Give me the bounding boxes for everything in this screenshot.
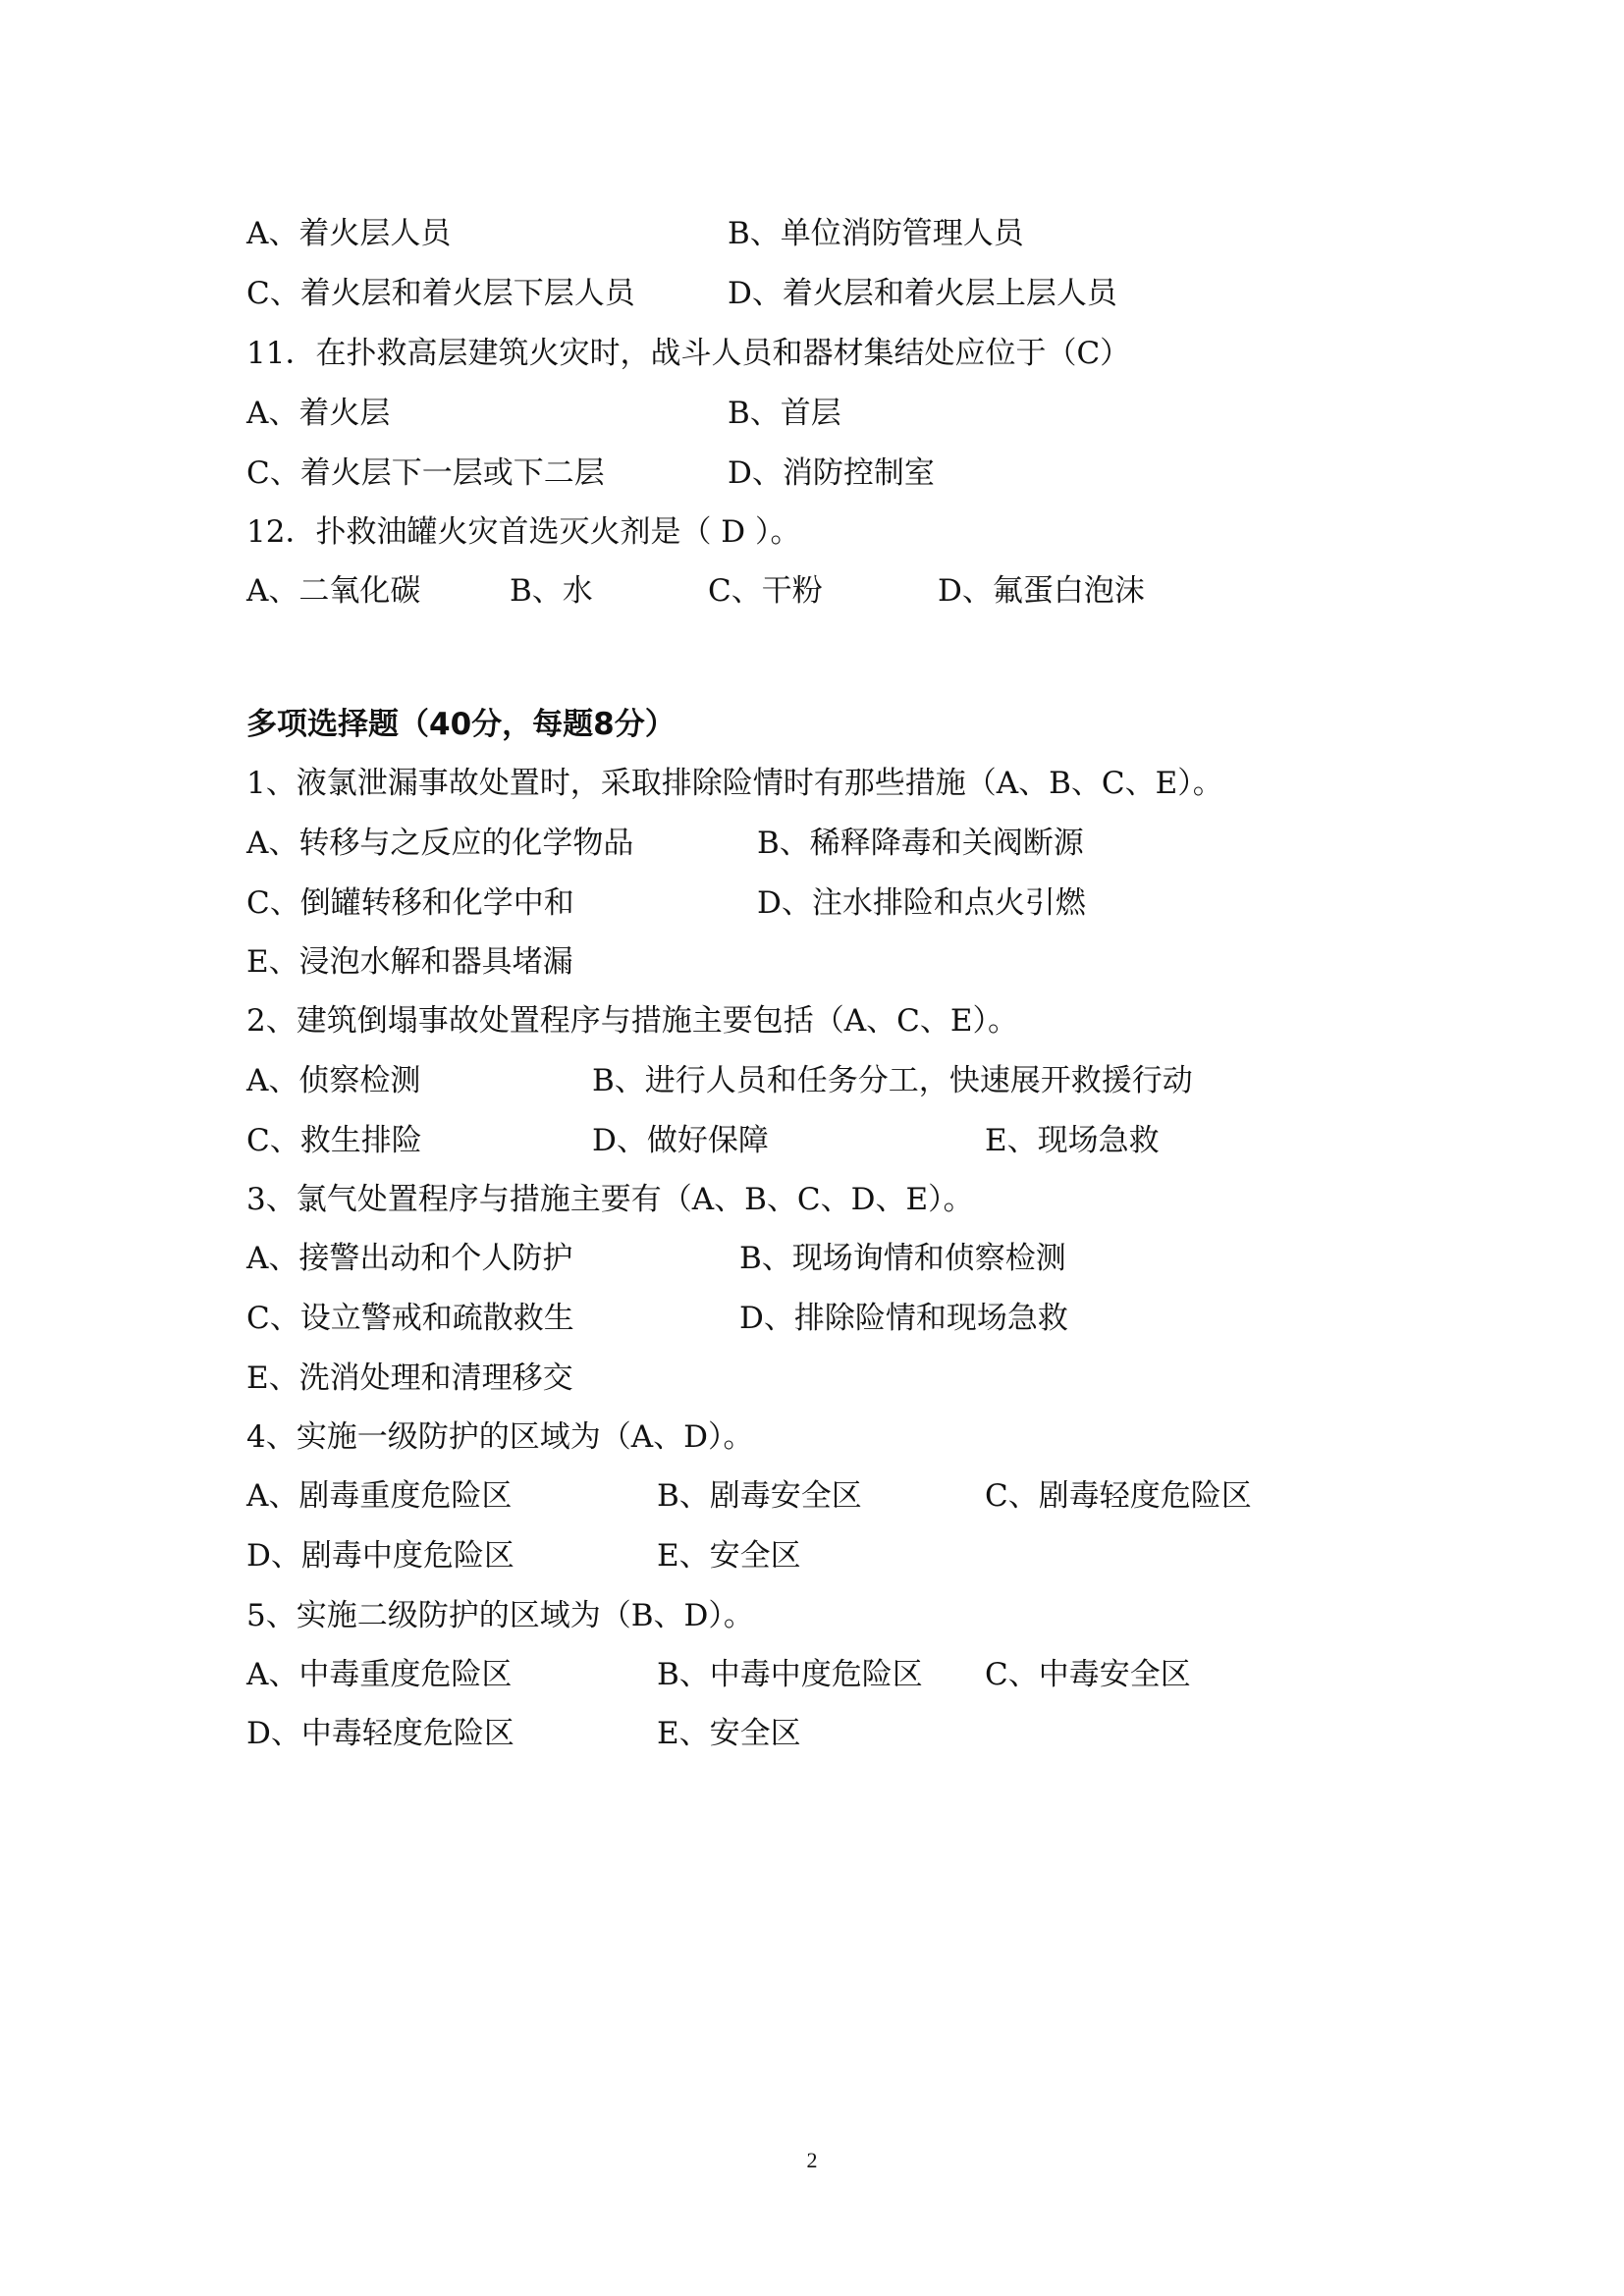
m2-text: 2、建筑倒塌事故处置程序与措施主要包括（A、C、E）。 bbox=[246, 1003, 1018, 1039]
m5-option-c: C、中毒安全区 bbox=[985, 1657, 1191, 1692]
m2-option-c: C、救生排险 bbox=[246, 1123, 422, 1158]
q12-option-c: C、干粉 bbox=[708, 573, 823, 609]
q11-option-a: A、着火层 bbox=[246, 396, 391, 431]
m1-option-a: A、转移与之反应的化学物品 bbox=[246, 826, 634, 861]
section-heading: 多项选择题（40分，每题8分） bbox=[246, 707, 676, 742]
page-number: 2 bbox=[806, 2148, 818, 2172]
q10-option-b: B、单位消防管理人员 bbox=[728, 216, 1024, 251]
q12-option-d: D、氟蛋白泡沫 bbox=[938, 573, 1145, 609]
m5-option-e: E、安全区 bbox=[657, 1716, 801, 1751]
q11-option-b: B、首层 bbox=[728, 396, 841, 431]
q12-option-a: A、二氧化碳 bbox=[246, 573, 421, 609]
m4-option-c: C、剧毒轻度危险区 bbox=[985, 1478, 1252, 1514]
m2-option-b: B、进行人员和任务分工，快速展开救援行动 bbox=[592, 1063, 1193, 1098]
q10-option-d: D、着火层和着火层上层人员 bbox=[728, 276, 1117, 311]
q12-option-b: B、水 bbox=[510, 573, 593, 609]
q11-option-c: C、着火层下一层或下二层 bbox=[246, 455, 605, 491]
m1-option-d: D、注水排险和点火引燃 bbox=[757, 885, 1086, 921]
m5-text: 5、实施二级防护的区域为（B、D）。 bbox=[246, 1598, 754, 1633]
m3-option-d: D、排除险情和现场急救 bbox=[739, 1301, 1068, 1336]
q12-text: 12．扑救油罐火灾首选灭火剂是（ D ）。 bbox=[246, 514, 801, 550]
q11-option-d: D、消防控制室 bbox=[728, 455, 935, 491]
m3-option-c: C、设立警戒和疏散救生 bbox=[246, 1301, 574, 1336]
m2-option-a: A、侦察检测 bbox=[246, 1063, 421, 1098]
m5-option-d: D、中毒轻度危险区 bbox=[246, 1716, 514, 1751]
m2-option-e: E、现场急救 bbox=[985, 1123, 1160, 1158]
m1-option-b: B、稀释降毒和关阀断源 bbox=[757, 826, 1084, 861]
m4-option-b: B、剧毒安全区 bbox=[657, 1478, 862, 1514]
m4-option-e: E、安全区 bbox=[657, 1538, 801, 1574]
m3-option-e: E、洗消处理和清理移交 bbox=[246, 1361, 573, 1396]
m4-option-d: D、剧毒中度危险区 bbox=[246, 1538, 514, 1574]
m1-option-c: C、倒罐转移和化学中和 bbox=[246, 885, 574, 921]
m1-option-e: E、浸泡水解和器具堵漏 bbox=[246, 944, 573, 980]
m3-text: 3、氯气处置程序与措施主要有（A、B、C、D、E）。 bbox=[246, 1182, 974, 1217]
m5-option-b: B、中毒中度危险区 bbox=[657, 1657, 923, 1692]
m3-option-b: B、现场询情和侦察检测 bbox=[739, 1241, 1066, 1276]
m3-option-a: A、接警出动和个人防护 bbox=[246, 1241, 573, 1276]
m4-text: 4、实施一级防护的区域为（A、D）。 bbox=[246, 1419, 754, 1455]
m2-option-d: D、做好保障 bbox=[592, 1123, 769, 1158]
m4-option-a: A、剧毒重度危险区 bbox=[246, 1478, 513, 1514]
q10-option-c: C、着火层和着火层下层人员 bbox=[246, 276, 635, 311]
m1-text: 1、液氯泄漏事故处置时，采取排除险情时有那些措施（A、B、C、E）。 bbox=[246, 766, 1223, 801]
q10-option-a: A、着火层人员 bbox=[246, 216, 452, 251]
q11-text: 11．在扑救高层建筑火灾时，战斗人员和器材集结处应位于（C） bbox=[246, 336, 1131, 371]
m5-option-a: A、中毒重度危险区 bbox=[246, 1657, 513, 1692]
